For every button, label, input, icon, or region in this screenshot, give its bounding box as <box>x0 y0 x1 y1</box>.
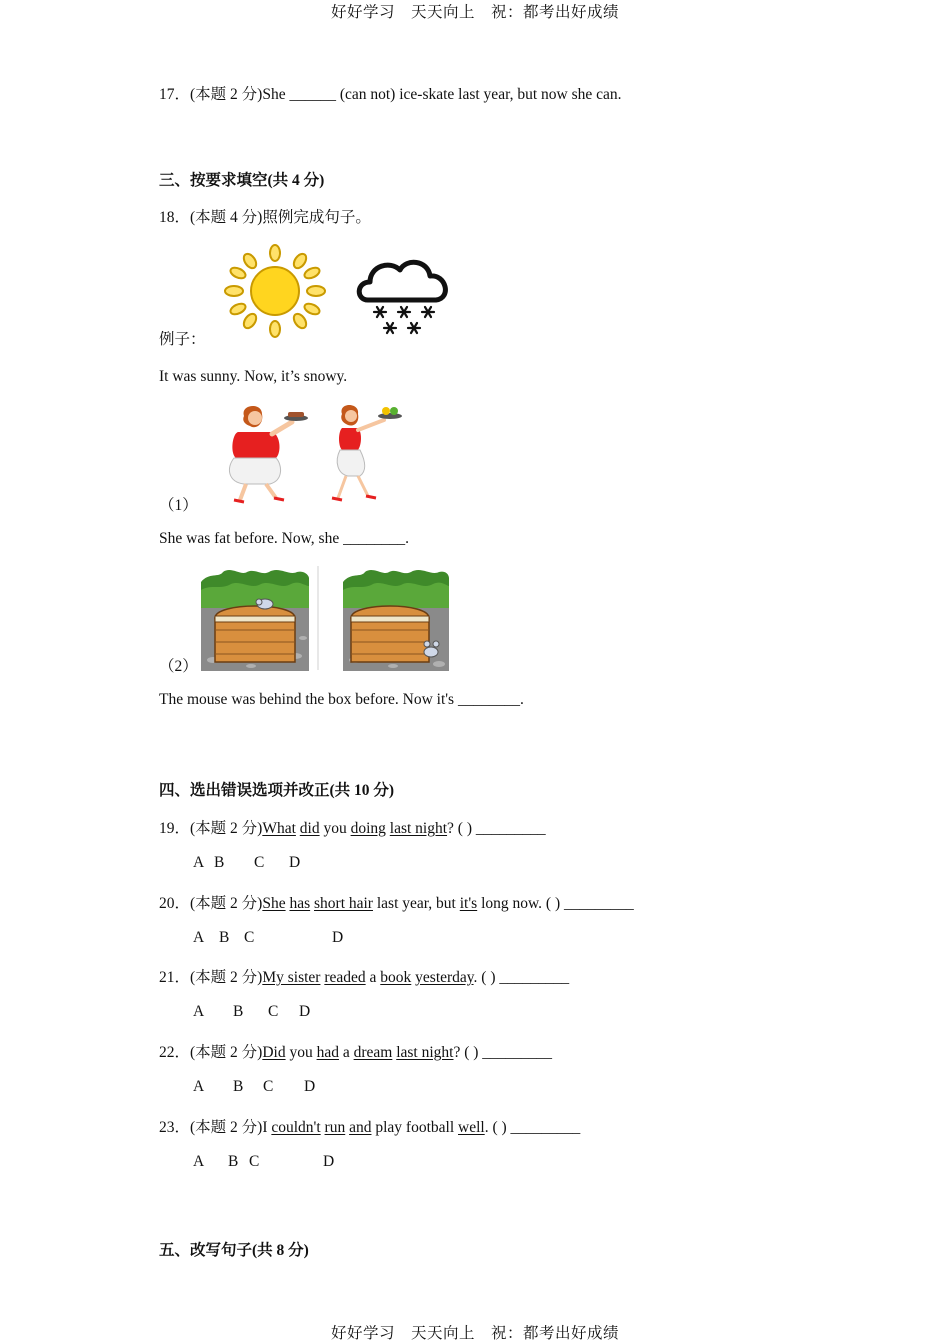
question-22: 22．(本题 2 分)Did you had a dream last night? ( ) _________ <box>159 1044 553 1061</box>
option-d-text: well <box>458 1119 485 1136</box>
section-4-title: 四、选出错误选项并改正(共 10 分) <box>159 782 395 799</box>
page-header: 好好学习 天天向上 祝：都考出好成绩 <box>330 4 619 21</box>
option-d-text: last night <box>396 1044 454 1061</box>
question-23: 23．(本题 2 分)I couldn't run and play football well. ( ) _________ <box>159 1119 581 1136</box>
example-sentence: It was sunny. Now, it’s snowy. <box>159 368 348 385</box>
item-2-sentence: The mouse was behind the box before. Now it's ________. <box>159 691 524 708</box>
item-2-label: （2） <box>159 658 198 675</box>
option-a-text: What <box>262 820 296 837</box>
option-a-text: Did <box>262 1044 286 1061</box>
example-label: 例子： <box>159 331 206 348</box>
option-c-text: doing <box>350 820 386 837</box>
option-d-text: last night <box>389 820 448 837</box>
snow-cloud-icon <box>354 256 454 338</box>
item-1-sentence: She was fat before. Now, she ________. <box>159 530 409 547</box>
question-19: 19．(本题 2 分)What did you doing last night? ( ) _________ <box>159 820 546 837</box>
option-b-text: had <box>316 1044 339 1061</box>
option-a-text: couldn't <box>271 1119 321 1136</box>
section-5-title: 五、改写句子(共 8 分) <box>159 1242 309 1259</box>
option-b-text: has <box>289 895 311 912</box>
option-b-text: run <box>324 1119 346 1136</box>
option-b-text: readed <box>324 969 366 986</box>
sun-icon <box>224 244 326 338</box>
question-17: 17．(本题 2 分)She ______ (can not) ice-skate last year, but now she can. <box>159 86 622 103</box>
option-b-text: did <box>299 820 320 837</box>
box-scene-after <box>343 568 449 671</box>
question-20: 20．(本题 2 分)She has short hair last year, but it's long now. ( ) _________ <box>159 895 634 912</box>
question-18-prompt: 18．(本题 4 分)照例完成句子。 <box>159 209 371 226</box>
fat-woman-illustration <box>222 402 314 506</box>
option-d-text: yesterday <box>415 969 474 986</box>
option-c-text: short hair <box>314 895 373 912</box>
option-d-text: it's <box>459 895 478 912</box>
question-21: 21．(本题 2 分)My sister readed a book yesterday. ( ) _________ <box>159 969 570 986</box>
image-divider <box>317 566 319 670</box>
thin-woman-illustration <box>314 402 406 506</box>
option-c-text: and <box>349 1119 372 1136</box>
option-c-text: dream <box>353 1044 393 1061</box>
box-scene-before <box>201 568 309 671</box>
option-a-text: My sister <box>262 969 321 986</box>
page-footer: 好好学习 天天向上 祝：都考出好成绩 <box>330 1325 619 1342</box>
option-a-text: She <box>262 895 286 912</box>
section-3-title: 三、按要求填空(共 4 分) <box>159 172 325 189</box>
item-1-label: （1） <box>159 497 198 514</box>
option-c-text: book <box>380 969 412 986</box>
